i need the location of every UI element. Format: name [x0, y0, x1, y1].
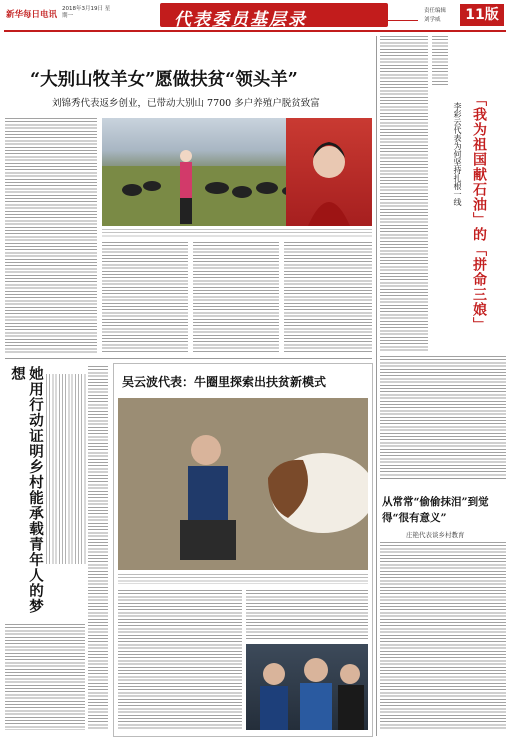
issue-date: 2018年3月19日 星期一	[62, 6, 111, 19]
masthead	[0, 0, 510, 30]
center-photo-caption	[118, 574, 368, 584]
center-lower-photo	[246, 644, 368, 730]
lead-column-1	[5, 118, 97, 354]
right-text-col-b	[432, 36, 448, 86]
right-text-col-a	[380, 36, 428, 352]
left-text-col-b	[5, 624, 85, 730]
center-headline: 吴云波代表：牛圈里探索出扶贫新模式	[122, 375, 327, 389]
lead-bottom-rule	[5, 358, 372, 359]
portrait-photo	[286, 118, 372, 226]
right-text-col-c	[380, 356, 506, 476]
section-title: 代表委员基层录	[174, 10, 307, 30]
page-number-badge	[460, 4, 504, 26]
section-ornament	[388, 10, 418, 21]
right-mid-rule	[380, 478, 506, 479]
right-top-subhead: 李彩云代表为何坚持扎根一线	[453, 102, 462, 206]
right-mid-subhead: 庄艳代表谈乡村教育	[406, 531, 465, 539]
right-col-divider	[376, 36, 377, 736]
right-text-col-d	[380, 542, 506, 730]
left-text-col-a	[88, 366, 108, 730]
lead-subhead: 刘锦秀代表返乡创业，已带动大别山 7700 多户养殖户脱贫致富	[52, 98, 320, 109]
meeting-image	[246, 644, 368, 730]
editor-name: 刘学威	[424, 17, 441, 23]
right-mid-headline: 从常常“偷偷抹泪”到觉得“很有意义”	[382, 496, 489, 524]
lead-photo-caption	[102, 229, 372, 237]
right-top-headline: 「我为祖国献石油」的「拼命三娘」	[471, 92, 487, 332]
section-banner	[160, 3, 388, 30]
masthead-rule	[4, 30, 506, 32]
paper-name: 新华每日电讯	[6, 10, 58, 20]
left-headline: 她用行动证明乡村能承载青年人的梦想	[9, 366, 44, 614]
center-text-col-b	[246, 590, 368, 640]
editor-label: 责任编辑	[424, 8, 447, 14]
lead-headline: “大别山牧羊女”愿做扶贫“领头羊”	[30, 70, 298, 90]
center-main-photo	[118, 398, 368, 570]
center-text-col-a	[118, 590, 242, 730]
lead-column-4	[284, 242, 372, 354]
farmer-cattle-image	[118, 398, 368, 570]
lead-column-3	[193, 242, 279, 354]
lead-column-2	[102, 242, 188, 354]
page-number: 11版	[465, 7, 499, 23]
left-sub-lines	[46, 374, 86, 564]
